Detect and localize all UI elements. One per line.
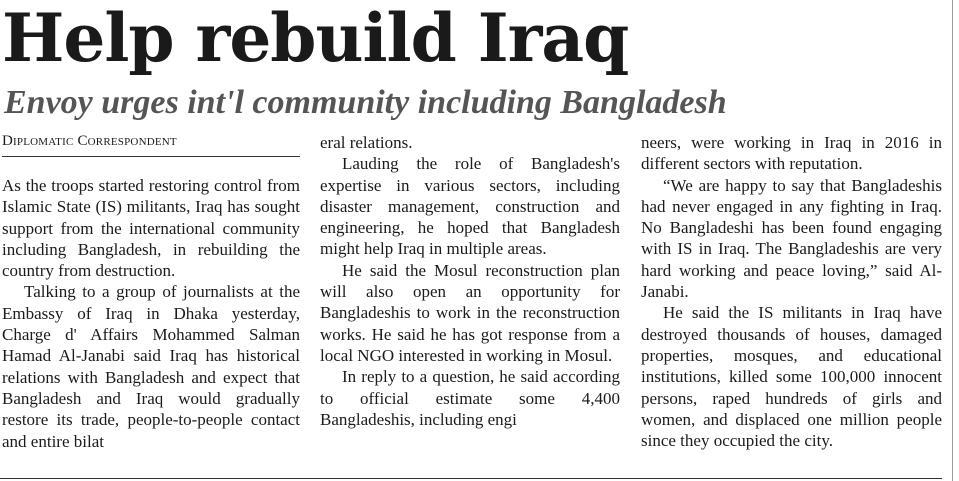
article-column-3 xyxy=(641,132,942,451)
bottom-rule xyxy=(0,478,942,479)
headline: Help rebuild Iraq xyxy=(2,0,629,77)
page-edge-rule xyxy=(952,0,953,481)
article-column-1 xyxy=(2,175,300,452)
article-column-2 xyxy=(320,132,620,430)
paragraph: neers, were working in Iraq in 2016 in different sectors with reputation. xyxy=(641,133,942,174)
paragraph: He said the Mosul reconstruction plan will also open an opportunity for Bangladeshis to work in the reconstruction works. He said he has got response from a local NGO interested in working in Mosul. xyxy=(320,260,620,365)
paragraph: eral relations. xyxy=(320,133,413,152)
paragraph: Lauding the role of Bangladesh's expertise in various sectors, including disaster management, construction and engineering, he hoped that Bangladesh might help Iraq in multiple areas. xyxy=(320,154,620,259)
paragraph: As the troops started restoring control from Islamic State (IS) militants, Iraq has sought support from the international community including Bangladesh, in rebuilding the country from destruction. xyxy=(2,176,300,281)
paragraph: Talking to a group of journalists at the Embassy of Iraq in Dhaka yesterday, Charge d' Affairs Mohammed Salman Hamad Al-Janabi said Iraq has historical relations with Bangladesh and expect that Bangladesh and Iraq would gradually restore its trade, people-to-people contact and entire bilat xyxy=(2,282,300,451)
paragraph: He said the IS militants in Iraq have destroyed thousands of houses, damaged properties, mosques, and educational institutions, killed some 100,000 innocent persons, raped hundreds of girls and women, and displaced one million people since they occupied the city. xyxy=(641,303,942,451)
paragraph: “We are happy to say that Bangladeshis had never engaged in any fighting in Iraq. No Bangladeshi has been found engaging with IS in Iraq. The Bangladeshis are very hard working and peace loving,” said Al-Janabi. xyxy=(641,175,942,302)
byline: Diplomatic Correspondent xyxy=(2,130,300,157)
paragraph: In reply to a question, he said according to official estimate some 4,400 Bangladeshis, including engi xyxy=(320,367,620,429)
subheadline: Envoy urges int'l community including Bangladesh xyxy=(4,84,727,121)
